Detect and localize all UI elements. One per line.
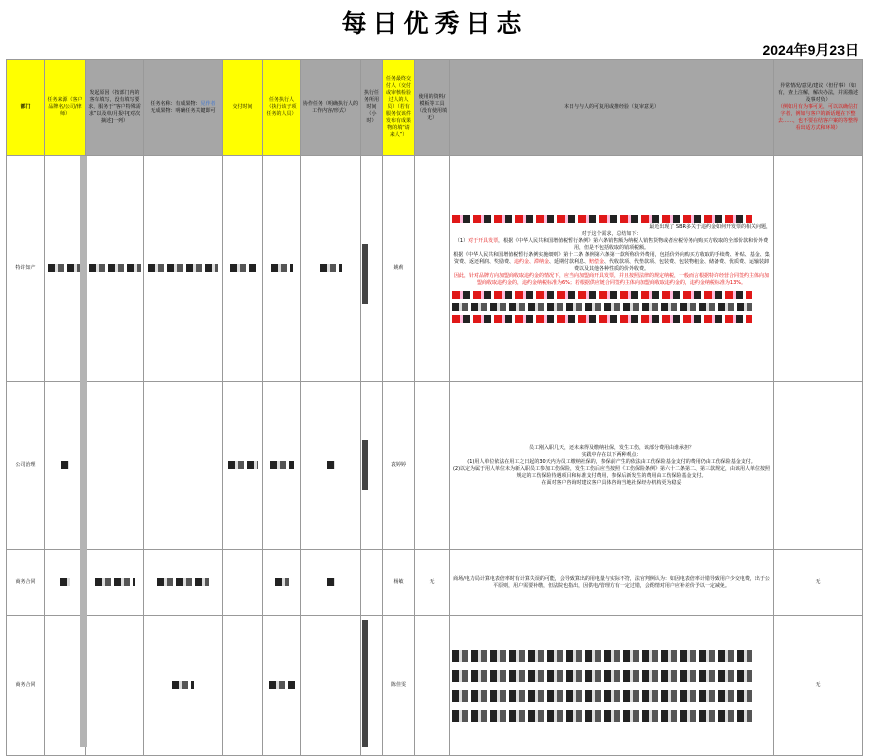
- row-dept: 特许知产: [7, 156, 45, 382]
- row-person: 姚莉: [383, 156, 415, 382]
- row-hours: [361, 550, 383, 616]
- row-dept: 公司治理: [7, 382, 45, 550]
- header-remarks: 异常情况/意见/建议（但仔事）（如有，查上注解，解决办法，并需描述及事对负） （例如月有为事可见，可以以确信打字者，例如与客户的新话题在下整去……，也不要在结客户案的等整得看出适方式和环境）: [774, 60, 863, 156]
- row-note: [774, 382, 863, 550]
- row-dept: 商务合同: [7, 616, 45, 756]
- row-body-intro: 对于这个需求，总结如下：: [581, 230, 642, 237]
- row-experience: [450, 156, 774, 382]
- header-coordinator: 协作任务（明确执行人的工作内容/形式）: [301, 60, 361, 156]
- table-row: [7, 616, 863, 756]
- redacted-block: [452, 215, 752, 223]
- header-dept: 部门: [7, 60, 45, 156]
- redacted-block: [452, 291, 752, 299]
- row-task-redacted: [144, 616, 223, 756]
- row-deliver-redacted: [223, 382, 263, 550]
- row-body-line: 员工刚入职几天，还未来得及缴纳社保，发生工伤，该部分费用由谁承担？: [528, 444, 694, 451]
- row-body-line: （1）对于开具发票，根据《中华人民共和国增值税暂行条例》第六条销售额为纳税人销售货物或者应税劳务向购买方收取的全部价款和价外费用，但是不包括收取的销项税额。: [454, 237, 769, 251]
- header-main: 本日与与人的可复用或推经验（复审意见）: [450, 60, 774, 156]
- row-background: [86, 616, 144, 756]
- header-deliver-time: 交付时间: [223, 60, 263, 156]
- row-experience: [450, 382, 774, 550]
- row-coord-redacted: [301, 550, 361, 616]
- table-row: [7, 550, 863, 616]
- row-body-line: 因此，针对品牌方向加盟商收取违约金的情况下，应当向加盟商开具发票，并且按照法律的规定纳税，一般而言根据特许经营合同签约主体向加盟商收取违约金的，违约金纳税标准为6%；若根据供应链合同签约主体向加盟商收取违约金的，违约金纳税标准为13%。: [453, 272, 769, 286]
- row-tools: [415, 382, 450, 550]
- row-person: 袁婷婷: [383, 382, 415, 550]
- row-note: 无: [774, 616, 863, 756]
- row-body-line: (2)以定为属于用人单位未为新入职员工参加工伤保险，发生工伤后应当按照《工伤保险条例》第六十二条第二、第三款规定，由该用人单位按照规定的工伤保险待遇项目和标准支付费用，参保后新发生的费用由工伤保险基金支付。: [452, 465, 771, 479]
- row-executor-redacted: [263, 616, 301, 756]
- header-task-name: 任务名称：有成果物：见作者 无成果物：明确任务关键即可: [144, 60, 223, 156]
- redacted-block: [452, 710, 752, 722]
- row-executor-redacted: [263, 550, 301, 616]
- row-task: [144, 382, 223, 550]
- row-deliver: [223, 550, 263, 616]
- row-person: 陈佳雯: [383, 616, 415, 756]
- redaction-bar: [362, 440, 368, 490]
- header-source: 任务来源（客户品牌名/公司/律师）: [45, 60, 86, 156]
- header-row: [7, 60, 863, 156]
- page-title: 每日优秀日志: [341, 9, 528, 38]
- row-task-redacted: [144, 550, 223, 616]
- row-executor-redacted: [263, 382, 301, 550]
- row-dept: 商务合同: [7, 550, 45, 616]
- row-coord: [301, 616, 361, 756]
- redaction-bar: [362, 620, 368, 747]
- row-body-line: (1)用人单位依法在用工之日起的30天内为员工缴纳社保的，参保前产生的依法由工伤保险基金支付的费用仍由工伤保险基金支付。: [467, 458, 756, 465]
- row-body-line: 实践中存在以下两种观点：: [581, 451, 642, 458]
- header-background: 发起原因（按部门内的客车填写，没有填写要求，服务于“客户特殊需求”以及单/月报中[对次摘述]一列）: [86, 60, 144, 156]
- header-hours: 执行任务所用时间（小时）: [361, 60, 383, 156]
- redacted-block: [452, 303, 752, 311]
- row-experience: [450, 616, 774, 756]
- row-note: [774, 156, 863, 382]
- redacted-block: [452, 670, 752, 682]
- row-body-tail: 最近出现了 SBR多关于违约金如何开发票的相关问题，: [649, 223, 771, 230]
- table-row: [7, 382, 863, 550]
- row-background-redacted: [86, 156, 144, 382]
- header-tools: 使用的资料/模板等工具（没有使用填无）: [415, 60, 450, 156]
- row-executor-redacted: [263, 156, 301, 382]
- row-tools: [415, 616, 450, 756]
- log-date: 2024年9月23日: [762, 42, 859, 58]
- redaction-bar: [80, 156, 87, 747]
- redaction-bar: [362, 244, 368, 304]
- row-background-redacted: [86, 550, 144, 616]
- daily-log-table: [6, 59, 863, 756]
- row-background: [86, 382, 144, 550]
- row-task-redacted: [144, 156, 223, 382]
- redacted-block: [452, 650, 752, 662]
- redacted-block: [452, 690, 752, 702]
- row-tools: [415, 156, 450, 382]
- row-experience: [450, 550, 774, 616]
- header-executor: 任务执行人（执行该子项任务的人员）: [263, 60, 301, 156]
- row-coord-redacted: [301, 382, 361, 550]
- row-body-line: 根据《中华人民共和国增值税暂行条例实施细则》第十二条 条例第六条第一款所称价外费用，包括价外向购买方收取的手续费、补贴、基金、集资费、返还利润、奖励费、违约金、滞纳金、延期付款利息、赔偿金、代收款项、代垫款项、包装费、包装物租金、储备费、优质费、运输装卸费以及其他各种性质的价外收费。: [453, 251, 770, 272]
- row-note: 无: [774, 550, 863, 616]
- row-deliver-redacted: [223, 156, 263, 382]
- row-body-line: 在面对客户咨询时建议客户具体咨询当地社保经办机构更为稳妥: [541, 479, 682, 486]
- row-tools: 无: [415, 550, 450, 616]
- row-person: 杨敏: [383, 550, 415, 616]
- header-reviewer: 任务最终交付人（交付或审核检验过人的人员）（若有服务仅该件发布有成果物的填“请来人”）: [383, 60, 415, 156]
- table-row: [7, 156, 863, 382]
- row-coord-redacted: [301, 156, 361, 382]
- redacted-block: [452, 315, 752, 323]
- row-deliver: [223, 616, 263, 756]
- row-body-line: 商场/电力局计算电表倍率时有计算失误的可能，会导致算出的用电量与实际不符，法官判例认为：如因电表倍率计错导致用户少交电费，出于公平原则，用户需要补缴，但法院也指出，因供电/管理方有一定过错，会酌情对用户应补差价予以一定减免。: [453, 575, 770, 589]
